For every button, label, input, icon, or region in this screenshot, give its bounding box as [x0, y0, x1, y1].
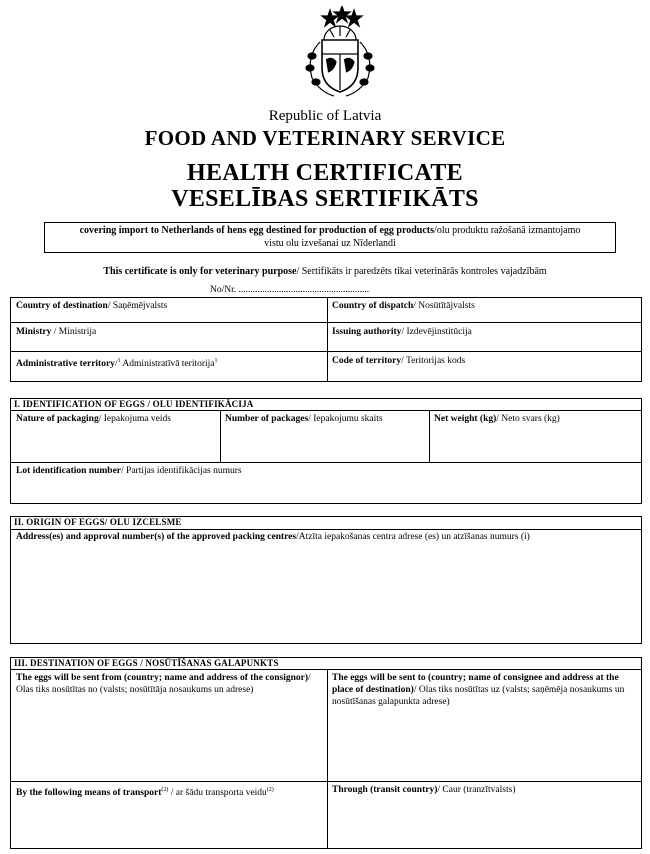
covering-box: [44, 222, 616, 253]
divider: [10, 410, 642, 411]
country-name: Republic of Latvia: [268, 108, 382, 124]
divider: [10, 351, 642, 352]
divider: [327, 669, 328, 849]
packaging-nature-field[interactable]: Nature of packaging/ Iepakojuma veids: [16, 414, 171, 424]
latvia-coat-of-arms-icon: [298, 6, 382, 102]
purpose-note: [0, 266, 650, 277]
covering-text-en: covering import to Netherlands of hens egg destined for production of egg products: [79, 225, 435, 236]
country-dispatch-field[interactable]: Country of dispatch/ Nosūtītājvalsts: [332, 301, 475, 311]
packing-centre-address-field[interactable]: Address(es) and approval number(s) of the approved packing centres/Atzīta iepakošanas centra adrese (es) un atzīšanas numurs (i): [16, 532, 530, 542]
admin-territory-field[interactable]: Administrative territory/$^1$ Administratīvā teritorija$^1$: [16, 358, 218, 370]
consignee-field[interactable]: The eggs will be sent to (country; name of consignee and address at the place of destination)/ Olas tiks nosūtītas uz (valsts; saņēmēja nosaukums un nosūtīšanas galapunkta adrese): [332, 673, 625, 707]
document-title-en: HEALTH CERTIFICATE: [187, 160, 463, 186]
issuing-authority-field[interactable]: Issuing authority/ Izdevējinstitūcija: [332, 327, 472, 337]
divider: [10, 322, 642, 323]
agency-name: FOOD AND VETERINARY SERVICE: [144, 126, 506, 150]
covering-text-lv: /olu produktu ražošanā izmantojamo: [434, 225, 581, 236]
section-3-heading: III. DESTINATION OF EGGS / NOSŪTĪŠANAS GALAPUNKTS: [14, 658, 279, 668]
consignor-field[interactable]: The eggs will be sent from (country; name and address of the consignor)/ Olas tiks nosūtītas no (valsts; nosūtītāja nosaukums un adrese): [16, 673, 311, 695]
section-1-heading: I. IDENTIFICATION OF EGGS / OLU IDENTIFIKĀCIJA: [14, 399, 254, 409]
country-destination-field[interactable]: Country of destination/ Saņēmējvalsts: [16, 301, 168, 311]
divider: [10, 669, 642, 670]
lot-number-field[interactable]: Lot identification number/ Partijas identifikācijas numurs: [16, 466, 242, 476]
covering-text-lv-2: vistu olu izvešanai uz Nīderlandi: [264, 238, 396, 249]
transport-field[interactable]: By the following means of transport$^{(2)}$ / ar šādu transporta veidu$^{(2)}$: [16, 787, 274, 799]
ministry-field[interactable]: Ministry / Ministrija: [16, 327, 97, 337]
territory-code-field[interactable]: Code of territory/ Teritorijas kods: [332, 356, 466, 366]
section-2-heading: II. ORIGIN OF EGGS/ OLU IZCELSME: [14, 517, 182, 527]
divider: [429, 410, 430, 462]
divider: [220, 410, 221, 462]
divider: [10, 781, 642, 782]
purpose-note-lv: / Sertifikāts ir paredzēts tikai veterinārās kontroles vajadzībām: [296, 266, 547, 277]
document-title-lv: VESELĪBAS SERTIFIKĀTS: [171, 186, 479, 212]
divider: [327, 297, 328, 382]
purpose-note-en: This certificate is only for veterinary purpose: [103, 266, 297, 277]
transit-country-field[interactable]: Through (transit country)/ Caur (tranzītvalsts): [332, 785, 516, 795]
package-count-field[interactable]: Number of packages/ Iepakojumu skaits: [225, 414, 383, 424]
net-weight-field[interactable]: Net weight (kg)/ Neto svars (kg): [434, 414, 560, 424]
divider: [10, 462, 642, 463]
certificate-number-field[interactable]: No/Nr. .......................................................: [210, 285, 370, 295]
divider: [10, 529, 642, 530]
